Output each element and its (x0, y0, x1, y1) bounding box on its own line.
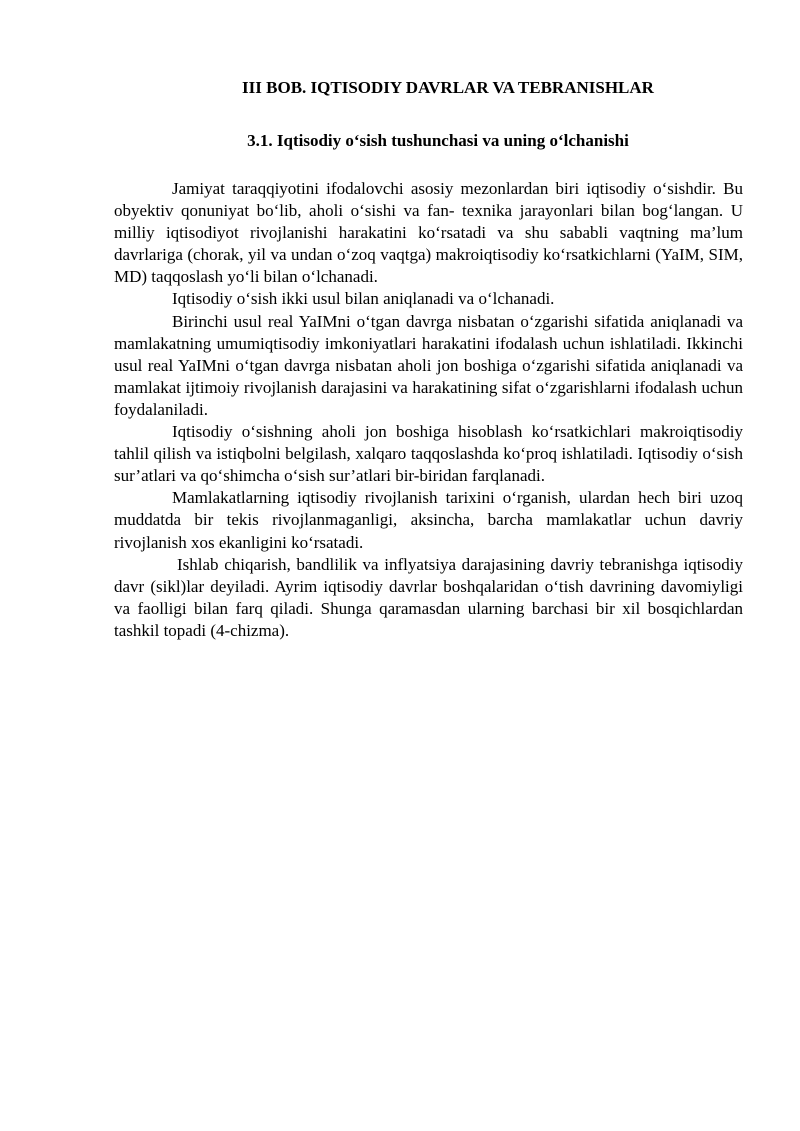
paragraph: Iqtisodiy o‘sish ikki usul bilan aniqlanadi va o‘lchanadi. (172, 289, 555, 309)
body-text (114, 178, 743, 642)
paragraph: Jamiyat taraqqiyotini ifodalovchi asosiy mezonlardan biri iqtisodiy o‘sishdir. Bu obyektiv qonuniyat bo‘lib, aholi o‘sishi va fan- texnika jarayonlari bilan bog‘langan. U milliy iqtisodiyot rivojlanishi harakatini ko‘rsatadi va shu sababli vaqtning ma’lum davrlariga (chorak, yil va undan o‘zoq vaqtga) makroiqtisodiy ko‘rsatkichlarni (YaIM, SIM, MD) taqqoslash yo‘li bilan o‘lchanadi. (114, 179, 743, 287)
paragraph: Ishlab chiqarish, bandlilik va inflyatsiya darajasining davriy tebranishga iqtisodiy davr (sikl)lar deyiladi. Ayrim iqtisodiy davrlar boshqalaridan o‘tish davrining davomiyligi va faolligi bilan farq qiladi. Shunga qaramasdan ularning barchasi bir xil bosqichlardan tashkil topadi (4-chizma). (114, 554, 743, 640)
paragraph: Mamlakatlarning iqtisodiy rivojlanish tarixini o‘rganish, ulardan hech biri uzoq muddatda bir tekis rivojlanmaganligi, aksincha, barcha mamlakatlar uchun davriy rivojlanish xos ekanligini ko‘rsatadi. (114, 488, 743, 552)
section-title: 3.1. Iqtisodiy o‘sish tushunchasi va uning o‘lchanishi (247, 131, 629, 150)
chapter-title: III BOB. IQTISODIY DAVRLAR VA TEBRANISHLAR (242, 78, 654, 97)
paragraph: Birinchi usul real YaIMni o‘tgan davrga nisbatan o‘zgarishi sifatida aniqlanadi va mamlakatning umumiqtisodiy imkoniyatlari harakatini ifodalash uchun ishlatiladi. Ikkinchi usul real YaIMni o‘tgan davrga nisbatan aholi jon boshiga o‘zgarishi sifatida aniqlanadi va mamlakat ijtimoiy rivojlanish darajasini va harakatining sifat o‘zgarishlarni ifodalash uchun foydalaniladi. (114, 311, 743, 419)
paragraph: Iqtisodiy o‘sishning aholi jon boshiga hisoblash ko‘rsatkichlari makroiqtisodiy tahlil qilish va istiqbolni belgilash, xalqaro taqqoslashda ko‘proq ishlatiladi. Iqtisodiy o‘sish sur’atlari va qo‘shimcha o‘sish sur’atlari bir-biridan farqlanadi. (114, 422, 743, 486)
